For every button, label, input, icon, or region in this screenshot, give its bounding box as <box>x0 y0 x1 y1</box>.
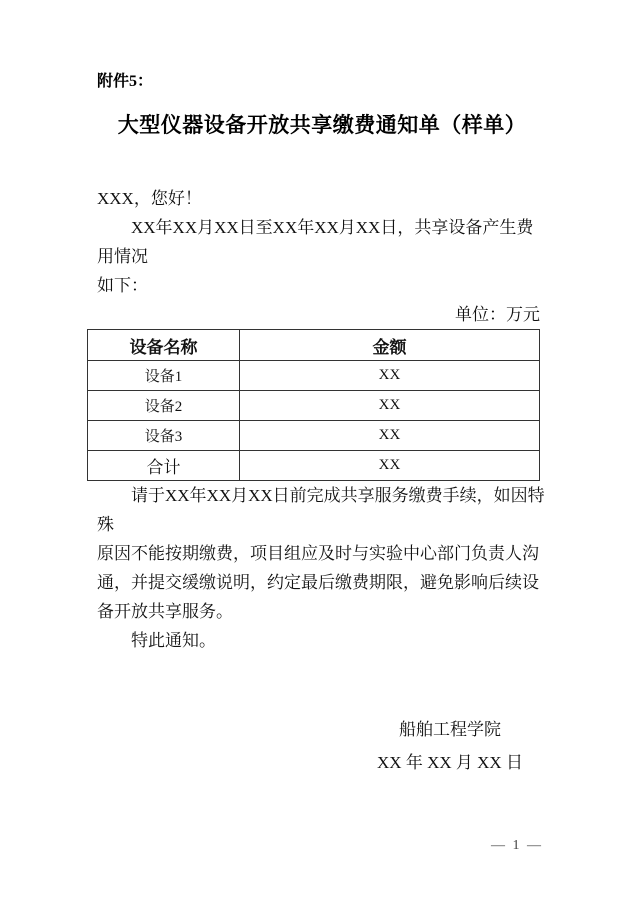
device-name-cell: 设备3 <box>88 421 240 451</box>
salutation-line: XXX，您好！ <box>97 189 202 208</box>
amount-cell: XX <box>240 391 540 421</box>
table-row <box>88 361 540 391</box>
table-row <box>88 421 540 451</box>
signature-department: 船舶工程学院 <box>399 720 501 739</box>
page-number: — 1 — <box>491 838 543 853</box>
table-header-row <box>88 330 540 361</box>
document-title: 大型仪器设备开放共享缴费通知单（样单） <box>117 113 527 137</box>
attachment-label: 附件5： <box>97 73 154 90</box>
amount-header: 金额 <box>240 330 540 361</box>
signature-block <box>330 713 570 779</box>
paragraph-line: 原因不能按期缴费，项目组应及时与实验中心部门负责人沟 <box>97 544 539 563</box>
amount-cell: XX <box>240 361 540 391</box>
body-paragraph <box>97 481 547 626</box>
device-name-header: 设备名称 <box>88 330 240 361</box>
paragraph-line: 请于XX年XX月XX日前完成共享服务缴费手续，如因特殊 <box>97 486 545 534</box>
table-row <box>88 391 540 421</box>
paragraph-line: 通，并提交缓缴说明，约定最后缴费期限，避免影响后续设 <box>97 573 539 592</box>
amount-cell: XX <box>240 421 540 451</box>
table-row <box>88 451 540 481</box>
signature-date: XX 年 XX 月 XX 日 <box>377 753 523 772</box>
unit-note: 单位：万元 <box>455 305 540 324</box>
intro-paragraph <box>97 213 547 300</box>
paragraph-line: 备开放共享服务。 <box>97 602 233 621</box>
device-name-cell: 合计 <box>88 451 240 481</box>
fee-table-header <box>88 330 540 361</box>
amount-cell: XX <box>240 451 540 481</box>
device-name-cell: 设备1 <box>88 361 240 391</box>
fee-table <box>87 329 540 481</box>
fee-table-body <box>88 361 540 481</box>
closing-line: 特此通知。 <box>131 631 216 650</box>
paragraph-line: XX年XX月XX日至XX年XX月XX日，共享设备产生费用情况 <box>97 218 534 266</box>
device-name-cell: 设备2 <box>88 391 240 421</box>
paragraph-line: 如下： <box>97 276 148 295</box>
